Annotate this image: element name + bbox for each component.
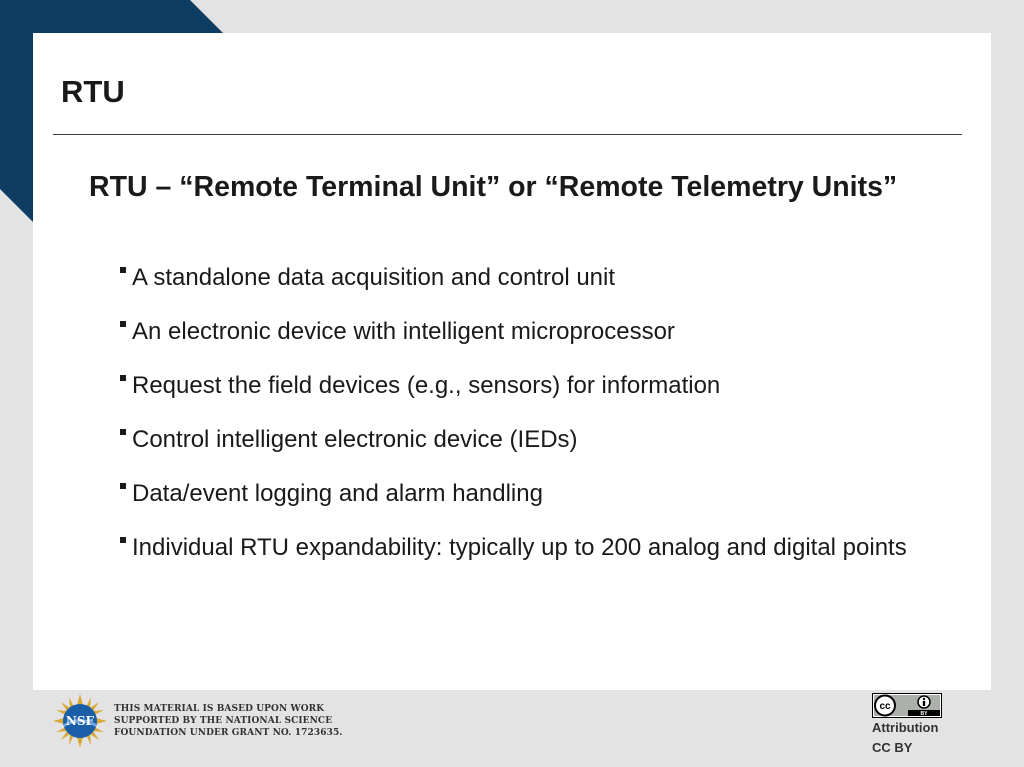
bullet-item [119, 533, 919, 563]
square-bullet-icon [120, 537, 126, 543]
bullet-item [119, 425, 919, 455]
bullet-item [119, 263, 919, 293]
slide-panel [33, 33, 991, 690]
square-bullet-icon [120, 321, 126, 327]
cc-badge-text: cc [879, 701, 891, 712]
square-bullet-icon [120, 267, 126, 273]
nsf-logo-text: NSF [65, 714, 95, 728]
funding-notice-line: FOUNDATION UNDER GRANT NO. 1723635. [114, 728, 343, 738]
title-divider [53, 134, 962, 135]
bullet-text: Data/event logging and alarm handling [132, 480, 543, 507]
square-bullet-icon [120, 375, 126, 381]
cc-by-badge-icon [872, 693, 942, 718]
bullet-item [119, 371, 919, 401]
cc-by-label: CC BY [872, 740, 913, 755]
nsf-footer [53, 694, 343, 748]
slide-heading: RTU – “Remote Terminal Unit” or “Remote Telemetry Units” [89, 171, 898, 203]
bullet-text: A standalone data acquisition and control unit [132, 264, 616, 291]
square-bullet-icon [120, 429, 126, 435]
bullet-list [119, 263, 919, 587]
funding-notice-line: THIS MATERIAL IS BASED UPON WORK [114, 704, 325, 714]
attribution-label: Attribution [872, 720, 939, 735]
bullet-text: Request the field devices (e.g., sensors) for information [132, 372, 721, 399]
bullet-text: Individual RTU expandability: typically up to 200 analog and digital points [132, 534, 907, 561]
by-badge-text: BY [920, 711, 928, 717]
bullet-text: Control intelligent electronic device (IEDs) [132, 426, 578, 453]
square-bullet-icon [120, 483, 126, 489]
bullet-item [119, 479, 919, 509]
funding-notice [114, 703, 343, 739]
slide-title: RTU [61, 74, 125, 109]
bullet-item [119, 317, 919, 347]
funding-notice-line: SUPPORTED BY THE NATIONAL SCIENCE [114, 716, 333, 726]
bullet-text: An electronic device with intelligent microprocessor [132, 318, 675, 345]
nsf-logo-icon [53, 694, 107, 748]
license-block [872, 693, 962, 758]
